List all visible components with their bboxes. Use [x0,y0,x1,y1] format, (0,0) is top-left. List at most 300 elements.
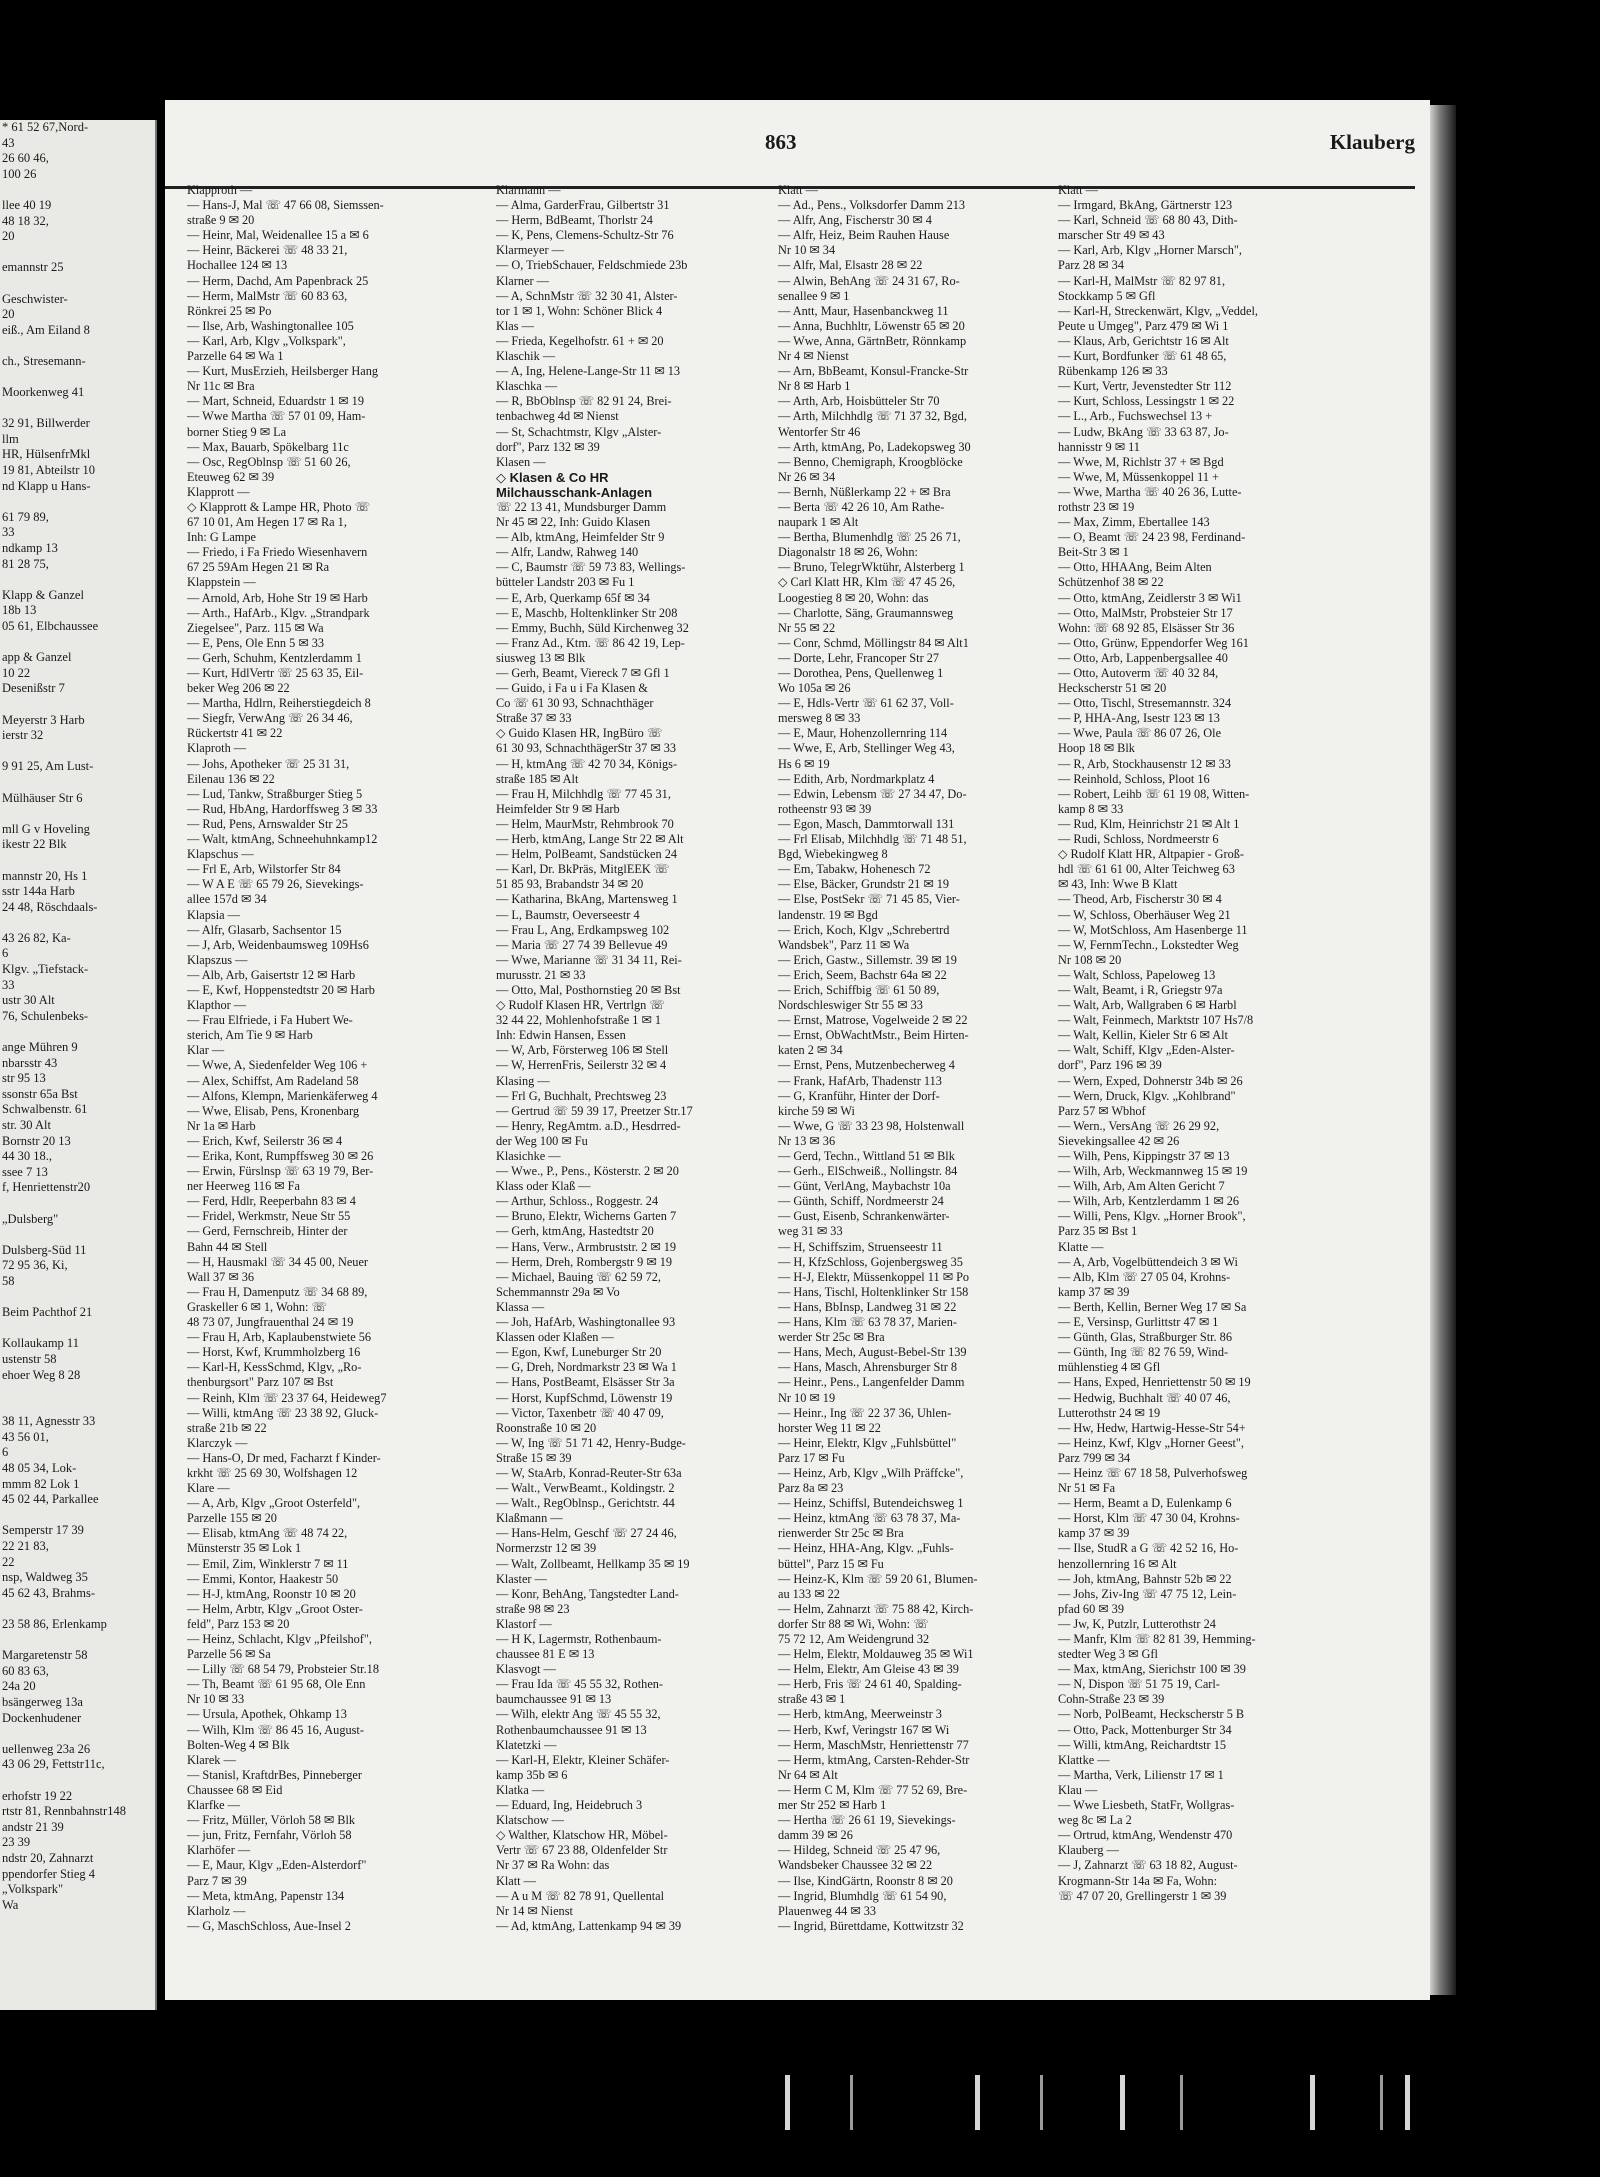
left-page-line: 22 21 83, [2,1539,49,1554]
directory-entry: — Ad., Pens., Volksdorfer Damm 213 [778,198,966,213]
directory-entry: — Willi, ktmAng, Reichardtstr 15 [1058,1737,1227,1752]
left-page-line: 6 [2,1445,9,1460]
directory-entry: Nr 8 ✉ Harb 1 [778,379,851,394]
left-page-line: ssonstr 65a Bst [2,1086,78,1101]
directory-entry: Loogestieg 8 ✉ 20, Wohn: das [778,590,929,605]
directory-entry: — Conr, Schmd, Möllingstr 84 ✉ Alt1 [778,635,969,650]
directory-entry: kirche 59 ✉ Wi [778,1103,855,1118]
directory-entry: borner Stieg 9 ✉ La [187,424,287,439]
directory-entry: — Egon, Kwf, Luneburger Str 20 [496,1345,662,1360]
directory-entry: — E, Maur, Hohenzollernring 114 [778,726,948,741]
directory-entry: werder Str 25c ✉ Bra [778,1330,885,1345]
directory-entry: — Willi, ktmAng ☏ 23 38 92, Gluck- [187,1405,379,1420]
directory-entry: — Frieda, Kegelhofstr. 61 + ✉ 20 [496,333,664,348]
scan-mark [975,2075,980,2130]
directory-entry: — E, Maur, Klgv „Eden-Alsterdorf" [187,1858,367,1873]
directory-entry: — Hedwig, Buchhalt ☏ 40 07 46, [1058,1390,1231,1405]
directory-entry: — H, Schiffszim, Struenseestr 11 [778,1239,943,1254]
directory-entry: — Edith, Arb, Nordmarkplatz 4 [778,771,935,786]
left-page-line: uellenweg 23a 26 [2,1741,91,1756]
directory-entry: — Arth, Milchhdlg ☏ 71 37 32, Bgd, [778,409,967,424]
directory-entry: — Frau Elfriede, i Fa Hubert We- [187,1013,353,1028]
directory-entry: Chaussee 68 ✉ Eid [187,1782,283,1797]
left-page-line: 48 18 32, [2,213,49,228]
directory-entry: — Anna, Buchhltr, Löwenstr 65 ✉ 20 [778,318,965,333]
directory-entry: Nr 10 ✉ 33 [187,1692,245,1707]
directory-entry: — Wilh, Arb, Weckmannweg 15 ✉ 19 [1058,1164,1248,1179]
directory-entry: — Irmgard, BkAng, Gärtnerstr 123 [1058,198,1233,213]
directory-entry: — Henry, RegAmtm. a.D., Hesdrred- [496,1118,681,1133]
directory-entry: — Herm, Dachd, Am Papenbrack 25 [187,273,369,288]
directory-entry: — Wwe, E, Arb, Stellinger Weg 43, [778,741,955,756]
left-page-line: 43 [2,135,15,150]
directory-entry: — Joh, HafArb, Washingtonallee 93 [496,1315,676,1330]
left-page-line: ierstr 32 [2,728,44,743]
left-page-line [0,494,155,510]
directory-entry: — Karl-H, Streckenwärt, Klgv, „Veddel, [1058,303,1258,318]
directory-entry: — Wilh, Klm ☏ 86 45 16, August- [187,1722,364,1737]
left-page-line [0,1399,155,1415]
left-page-line: Wa [2,1897,19,1912]
surname-heading: Klapszus — [187,952,248,967]
directory-entry: — Martha, Verk, Lilienstr 17 ✉ 1 [1058,1767,1224,1782]
directory-entry: landenstr. 19 ✉ Bgd [778,907,878,922]
directory-entry: — Stanisl, KraftdrBes, Pinneberger [187,1767,362,1782]
directory-entry: — Wwe, M, Müssenkoppel 11 + [1058,469,1219,484]
directory-entry: — Eduard, Ing, Heidebruch 3 [496,1798,643,1813]
directory-entry: henzollernring 16 ✉ Alt [1058,1556,1177,1571]
left-page-line [0,1601,155,1617]
directory-entry: — Karl-H, Elektr, Kleiner Schäfer- [496,1752,670,1767]
directory-entry: 75 72 12, Am Weidengrund 32 [778,1632,930,1646]
left-page-line: sstr 144a Harb [2,884,75,899]
directory-entry: — Hans, Verw., Armbruststr. 2 ✉ 19 [496,1239,677,1254]
directory-entry: krkht ☏ 25 69 30, Wolfshagen 12 [187,1465,358,1480]
left-page-line: eiß., Am Eiland 8 [2,322,90,337]
page-header [165,130,1430,160]
directory-entry: Schützenhof 38 ✉ 22 [1058,575,1164,590]
surname-heading: Klaster — [496,1571,547,1586]
column-1 [187,183,469,1934]
directory-entry: — Alex, Schiffst, Am Radeland 58 [187,1073,359,1088]
directory-entry: — Friedo, i Fa Friedo Wiesenhavern [187,545,368,560]
running-head: Klauberg [1329,130,1415,154]
left-page-line: 24 48, Röschdaals- [2,899,98,914]
left-page-line [0,401,155,417]
left-page-line: Margaretenstr 58 [2,1648,88,1663]
directory-entry: — Reinhold, Schloss, Ploot 16 [1058,771,1210,786]
left-page-line: mannstr 20, Hs 1 [2,868,88,883]
left-page-fragment [0,120,157,2010]
directory-entry: — Hans, Tischl, Holtenklinker Str 158 [778,1284,969,1299]
directory-entry: — K, Pens, Clemens-Schultz-Str 76 [496,228,674,243]
directory-entry: — E, Arb, Querkamp 65f ✉ 34 [496,590,650,605]
left-page-line: emannstr 25 [2,260,64,275]
directory-entry: — Alfr, Ang, Fischerstr 30 ✉ 4 [778,213,932,228]
directory-entry: mersweg 8 ✉ 33 [778,711,861,726]
directory-entry: — Hertha ☏ 26 61 19, Sievekings- [778,1813,956,1828]
surname-heading: Klarner — [496,273,549,288]
directory-entry: — A, Arb, Vogelbüttendeich 3 ✉ Wi [1058,1254,1238,1269]
left-page-line: 19 81, Abteilstr 10 [2,463,96,478]
directory-entry: thenburgsort" Parz 107 ✉ Bst [187,1375,334,1390]
directory-entry: — jun, Fritz, Fernfahr, Vörloh 58 [187,1828,352,1843]
directory-entry: — Wwe, A, Siedenfelder Weg 106 + [187,1058,368,1073]
directory-entry: — A, Arb, Klgv „Groot Osterfeld", [187,1496,361,1511]
directory-entry: — Norb, PolBeamt, Heckscherstr 5 B [1058,1707,1245,1722]
directory-entry: Vertr ☏ 67 23 88, Oldenfelder Str [496,1843,668,1858]
left-page-line: 43 06 29, Fettstr11c, [2,1757,105,1772]
left-page-line: * 61 52 67,Nord- [2,120,89,134]
directory-entry: — Heinr, Elektr, Klgv „Fuhlsbüttel" [778,1435,957,1450]
directory-entry: Eilenau 136 ✉ 22 [187,771,275,786]
left-page-line [0,744,155,760]
directory-entry: — Heinz ☏ 67 18 58, Pulverhofsweg [1058,1465,1248,1480]
directory-entry: Straße 15 ✉ 39 [496,1450,572,1465]
left-page-line [0,806,155,822]
directory-entry: Nr 37 ✉ Ra Wohn: das [496,1858,610,1873]
directory-entry: — W, Schloss, Oberhäuser Weg 21 [1058,907,1231,922]
left-page-line: ehoer Weg 8 28 [2,1367,81,1382]
directory-entry: — Alfr, Glasarb, Sachsentor 15 [187,922,342,937]
directory-entry: — Otto, Tischl, Stresemannstr. 324 [1058,696,1232,711]
surname-heading: Klassa — [496,1299,545,1314]
directory-entry: — Wern., VersAng ☏ 26 29 92, [1058,1118,1220,1133]
directory-entry: — Klaus, Arb, Gerichtstr 16 ✉ Alt [1058,333,1229,348]
directory-entry: — Gertrud ☏ 59 39 17, Preetzer Str.17 [496,1103,693,1118]
directory-entry: Nr 10 ✉ 34 [778,243,836,258]
directory-entry: — Arth, ktmAng, Po, Ladekopsweg 30 [778,439,971,454]
surname-heading: Klasing — [496,1073,550,1088]
directory-entry: kamp 37 ✉ 39 [1058,1284,1130,1299]
directory-entry: — Bruno, TelegrWktühr, Alsterberg 1 [778,560,965,575]
directory-entry: Rückertstr 41 ✉ 22 [187,726,283,741]
directory-entry: — Walt., RegOblnsp., Gerichtstr. 44 [496,1496,675,1511]
directory-entry: Rübenkamp 126 ✉ 33 [1058,364,1168,379]
left-page-line: 33 [2,525,15,540]
directory-entry: — Benno, Chemigraph, Kroogblöcke [778,454,963,469]
directory-entry: — Wwe, Paula ☏ 86 07 26, Ole [1058,726,1222,741]
directory-entry: — Alfr, Heiz, Beim Rauhen Hause [778,228,950,243]
directory-entry: naupark 1 ✉ Alt [778,515,859,530]
directory-entry: — Heinr, Bäckerei ☏ 48 33 21, [187,243,348,258]
directory-entry: — Karl, Arb, Klgv „Horner Marsch", [1058,243,1242,258]
directory-entry: — Otto, Arb, Lappenbergsallee 40 [1058,650,1228,665]
directory-entry: — Wwe, M, Richlstr 37 + ✉ Bgd [1058,454,1224,469]
directory-entry: — Hans-J, Mal ☏ 47 66 08, Siemssen- [187,198,384,213]
directory-entry: — Bruno, Elektr, Wicherns Garten 7 [496,1209,677,1224]
directory-entry: siusweg 13 ✉ Blk [496,650,586,665]
left-page-line [0,1773,155,1789]
directory-entry: straße 9 ✉ 20 [187,213,255,228]
directory-entry: ◇ Rudolf Klatt HR, Altpapier - Groß- [1058,847,1245,862]
directory-entry: stedter Weg 3 ✉ Gfl [1058,1647,1158,1662]
directory-entry: — Erich, Koch, Klgv „Schrebertrd [778,922,950,937]
directory-entry: Nr 26 ✉ 34 [778,469,836,484]
directory-entry: — Meta, ktmAng, Papenstr 134 [187,1888,345,1903]
left-page-line: 48 05 34, Lok- [2,1461,77,1476]
directory-entry: — Dorte, Lehr, Francoper Str 27 [778,650,940,665]
directory-entry: beker Weg 206 ✉ 22 [187,681,290,696]
directory-entry: sterich, Am Tie 9 ✉ Harb [187,1028,313,1043]
directory-entry: — Gerh., ElSchweiß., Nollingstr. 84 [778,1164,958,1179]
directory-entry: — Karl, Dr. BkPräs, MitglEEK ☏ [496,862,670,877]
directory-entry: — Günth, Ing ☏ 82 76 59, Wind- [1058,1345,1229,1360]
directory-entry: straße 185 ✉ Alt [496,771,579,786]
directory-entry: Nr 14 ✉ Nienst [496,1903,573,1918]
directory-entry: — Herm, MalMstr ☏ 60 83 63, [187,288,348,303]
directory-entry: — Günth, Schiff, Nordmeerstr 24 [778,1194,944,1209]
surname-heading: Klarfke — [187,1798,240,1813]
directory-entry: — H K, Lagermstr, Rothenbaum- [496,1632,662,1646]
directory-entry: Hoop 18 ✉ Blk [1058,741,1135,756]
directory-entry: Parz 8a ✉ 23 [778,1481,844,1496]
directory-entry: — Antt, Maur, Hasenbanckweg 11 [778,303,949,318]
directory-entry: Hochallee 124 ✉ 13 [187,258,288,273]
left-page-line: Moorkenweg 41 [2,385,85,400]
left-page-line: 58 [2,1273,15,1288]
left-page-line: nbarsstr 43 [2,1055,58,1070]
directory-entry: kamp 8 ✉ 33 [1058,801,1124,816]
directory-entry: Parz 57 ✉ Wbhof [1058,1103,1146,1118]
directory-entry: hannisstr 9 ✉ 11 [1058,439,1140,454]
directory-entry: — Ingrid, Bürettdame, Kottwitzstr 32 [778,1918,964,1933]
directory-entry: — Herb, Fris ☏ 24 61 40, Spalding- [778,1677,962,1692]
directory-entry: mühlenstieg 4 ✉ Gfl [1058,1360,1161,1375]
directory-entry: — Heinr., Ing ☏ 22 37 36, Uhlen- [778,1405,952,1420]
surname-heading: Klatte — [1058,1239,1104,1254]
directory-entry: — Hans, BbInsp, Landweg 31 ✉ 22 [778,1299,957,1314]
directory-entry: — Erich, Seem, Bachstr 64a ✉ 22 [778,967,947,982]
directory-entry: der Weg 100 ✉ Fu [496,1133,588,1148]
directory-entry: — Alfr, Mal, Elsastr 28 ✉ 22 [778,258,923,273]
directory-entry: — Wern, Exped, Dohnerstr 34b ✉ 26 [1058,1073,1243,1088]
directory-entry: — Ferd, Hdlr, Reeperbahn 83 ✉ 4 [187,1194,356,1209]
left-page-line: 20 [2,307,15,322]
directory-entry: 61 30 93, SchnachthägerStr 37 ✉ 33 [496,741,677,756]
left-page-line [0,338,155,354]
directory-entry: katen 2 ✉ 34 [778,1043,843,1058]
left-page-line: 38 11, Agnesstr 33 [2,1414,96,1429]
directory-entry: — O, TriebSchauer, Feldschmiede 23b [496,258,688,273]
directory-entry: Münsterstr 35 ✉ Lok 1 [187,1541,302,1556]
directory-entry: — Wwe Liesbeth, StatFr, Wollgras- [1058,1798,1235,1813]
surname-heading: Klapschus — [187,847,254,862]
directory-entry: — A, Ing, Helene-Lange-Str 11 ✉ 13 [496,364,681,379]
surname-heading: Klarmann — [496,183,561,197]
directory-entry: — Wern, Druck, Klgv. „Kohlbrand" [1058,1088,1236,1103]
directory-entry: — W, HerrenFris, Seilerstr 32 ✉ 4 [496,1058,667,1073]
directory-entry: weg 31 ✉ 33 [778,1224,843,1239]
surname-heading: Klauberg — [1058,1843,1119,1858]
surname-heading: Klatetzki — [496,1737,557,1752]
surname-heading: Klau — [1058,1782,1098,1797]
directory-entry: — Wilh, Arb, Kentzlerdamm 1 ✉ 26 [1058,1194,1240,1209]
surname-heading: Klasen — [496,454,546,469]
directory-entry: ◇ Guido Klasen HR, IngBüro ☏ [496,726,663,741]
directory-entry: — W, Arb, Försterweg 106 ✉ Stell [496,1043,669,1058]
directory-entry: — Alma, GarderFrau, Gilbertstr 31 [496,198,670,213]
directory-entry: horster Weg 11 ✉ 22 [778,1420,881,1435]
directory-entry: — J, Arb, Weidenbaumsweg 109Hs6 [187,937,369,952]
directory-entry: — Frl E, Arb, Wilstorfer Str 84 [187,862,341,877]
directory-entry: — E, Versinsp, Gurlittstr 47 ✉ 1 [1058,1315,1219,1330]
directory-entry: — Ernst, Pens, Mutzenbecherweg 4 [778,1058,955,1073]
directory-entry: Parz 35 ✉ Bst 1 [1058,1224,1138,1239]
directory-entry: — Heinz, Schlacht, Klgv „Pfeilshof", [187,1632,372,1646]
directory-entry: — Frl Elisab, Milchhdlg ☏ 71 48 51, [778,832,967,847]
directory-entry: Wo 105a ✉ 26 [778,681,851,696]
directory-entry: Rönkrei 25 ✉ Po [187,303,272,318]
directory-entry: Schemmannstr 29a ✉ Vo [496,1284,620,1299]
directory-entry: Graskeller 6 ✉ 1, Wohn: ☏ [187,1299,327,1314]
directory-entry: — Erich, Schiffbig ☏ 61 50 89, [778,982,940,997]
directory-entry: — P, HHA-Ang, Isestr 123 ✉ 13 [1058,711,1220,726]
directory-entry: — Helm, Elektr, Am Gleise 43 ✉ 39 [778,1662,959,1677]
surname-heading: Klatka — [496,1782,545,1797]
directory-entry: 67 10 01, Am Hegen 17 ✉ Ra 1, [187,515,347,530]
directory-entry: — L, Baumstr, Oeverseestr 4 [496,907,640,922]
left-page-line: ssee 7 13 [2,1164,48,1179]
directory-entry: — H, Hausmakl ☏ 34 45 00, Neuer [187,1254,369,1269]
left-page-line [0,775,155,791]
directory-entry: — Ortrud, ktmAng, Wendenstr 470 [1058,1828,1233,1843]
directory-entry: — Ursula, Apothek, Ohkamp 13 [187,1707,347,1722]
directory-entry: — Hans-O, Dr med, Facharzt f Kinder- [187,1450,381,1465]
directory-entry: — St, Schachtmstr, Klgv „Alster- [496,424,662,439]
directory-entry: — Wwe, Anna, GärtnBetr, Rönnkamp [778,333,967,348]
directory-entry: allee 157d ✉ 34 [187,892,267,907]
surname-heading: Klappstein — [187,575,256,590]
directory-entry: — Max, Zimm, Ebertallee 143 [1058,515,1210,530]
directory-entry: — H-J, Elektr, Müssenkoppel 11 ✉ Po [778,1269,970,1284]
directory-entry: — Hans, Klm ☏ 63 78 37, Marien- [778,1315,957,1330]
directory-entry: — Karl, Arb, Klgv „Volkspark", [187,333,346,348]
directory-entry: — Ludw, BkAng ☏ 33 63 87, Jo- [1058,424,1229,439]
left-page-line: 05 61, Elbchaussee [2,619,99,633]
directory-entry: Sievekingsallee 42 ✉ 26 [1058,1133,1180,1148]
directory-entry: — Kurt, Vertr, Jevenstedter Str 112 [1058,379,1232,394]
directory-entry: Parz 28 ✉ 34 [1058,258,1124,273]
directory-entry: — Erich, Gastw., Sillemstr. 39 ✉ 19 [778,952,957,967]
surname-heading: Klapproth — [187,183,253,197]
directory-entry: rotheenstr 93 ✉ 39 [778,801,872,816]
directory-entry: — G, MaschSchloss, Aue-Insel 2 [187,1918,351,1933]
directory-entry: Bolten-Weg 4 ✉ Blk [187,1737,290,1752]
directory-entry: Nr 4 ✉ Nienst [778,349,849,364]
left-page-line: „Dulsberg" [2,1211,59,1226]
surname-heading: Klastorf — [496,1616,552,1631]
directory-entry: — Herb, ktmAng, Lange Str 22 ✉ Alt [496,832,684,847]
directory-entry: — Walt, Zollbeamt, Hellkamp 35 ✉ 19 [496,1556,690,1571]
surname-heading: Klaschik — [496,349,556,364]
column-3 [778,183,1060,1934]
surname-heading: Klass oder Klaß — [496,1179,591,1194]
left-page-line [0,1227,155,1243]
directory-entry: Nordschleswiger Str 55 ✉ 33 [778,998,923,1013]
directory-entry: Plauenweg 44 ✉ 33 [778,1903,877,1918]
directory-entry: — Victor, Taxenbetr ☏ 40 47 09, [496,1405,664,1420]
directory-entry: — Rudi, Schloss, Nordmeerstr 6 [1058,832,1219,847]
directory-entry: baumchaussee 91 ✉ 13 [496,1692,612,1707]
left-page-line: Meyerstr 3 Harb [2,712,85,727]
left-page-line [0,1633,155,1649]
directory-entry: — Wwe Martha ☏ 57 01 09, Ham- [187,409,366,424]
directory-page [165,100,1430,2000]
left-page-line: 33 [2,977,15,992]
directory-entry: — Franz Ad., Ktm. ☏ 86 42 19, Lep- [496,635,685,650]
directory-entry: Wohn: ☏ 68 92 85, Elsässer Str 36 [1058,620,1235,635]
left-page-line: ikestr 22 Blk [2,837,67,852]
directory-entry: — J, Zahnarzt ☏ 63 18 82, August- [1058,1858,1238,1873]
surname-heading: Klaßmann — [496,1511,563,1526]
directory-entry: straße 98 ✉ 23 [496,1601,570,1616]
directory-entry: Straße 37 ✉ 33 [496,711,572,726]
directory-entry: — Lilly ☏ 68 54 79, Probsteier Str.18 [187,1662,379,1677]
directory-entry: — Arn, BbBeamt, Konsul-Francke-Str [778,364,969,379]
directory-entry: Nr 64 ✉ Alt [778,1767,838,1782]
column-2 [496,183,778,1934]
directory-entry: — Herm, BdBeamt, Thorlstr 24 [496,213,653,228]
directory-entry: — Walt, Kellin, Kieler Str 6 ✉ Alt [1058,1028,1228,1043]
directory-entry: — Rud, Klm, Heinrichstr 21 ✉ Alt 1 [1058,816,1240,831]
directory-entry: — Erwin, Fürslnsp ☏ 63 19 79, Ber- [187,1164,374,1179]
left-page-line: 10 22 [2,665,31,680]
directory-entry: Parz 17 ✉ Fu [778,1450,845,1465]
directory-entry: — Heinz-K, Klm ☏ 59 20 61, Blumen- [778,1571,978,1586]
left-page-line: f, Henriettenstr20 [2,1180,91,1195]
directory-entry: bütteler Landstr 203 ✉ Fu 1 [496,575,635,590]
directory-entry: — Willi, Pens, Klgv. „Horner Brook", [1058,1209,1246,1224]
directory-entry: — Alb, Klm ☏ 27 05 04, Krohns- [1058,1269,1231,1284]
directory-entry: — Elisab, ktmAng ☏ 48 74 22, [187,1526,348,1541]
left-page-line: nd Klapp u Hans- [2,478,91,493]
surname-heading: Klatt — [1058,183,1098,197]
left-page-line [0,1508,155,1524]
left-page-line: llee 40 19 [2,197,52,212]
directory-entry: — Else, Bäcker, Grundstr 21 ✉ 19 [778,877,950,892]
surname-heading: Klar — [187,1043,225,1058]
directory-entry: — Horst, Kwf, Krummholzberg 16 [187,1345,361,1360]
scan-mark [1405,2075,1410,2130]
directory-entry: — Alfr, Landw, Rahweg 140 [496,545,639,560]
directory-entry: — Wwe, Martha ☏ 40 26 36, Lutte- [1058,484,1242,499]
directory-entry: — C, Baumstr ☏ 59 73 83, Wellings- [496,560,686,575]
left-page-line: 43 56 01, [2,1429,49,1444]
directory-entry: — Erich, Kwf, Seilerstr 36 ✉ 4 [187,1133,343,1148]
directory-entry: au 133 ✉ 22 [778,1586,840,1601]
directory-entry: — Heinz, ktmAng ☏ 63 78 37, Ma- [778,1511,961,1526]
left-page-line: Dockenhudener [2,1710,82,1725]
left-page-line: ndkamp 13 [2,541,58,556]
directory-entry: — Berth, Kellin, Berner Weg 17 ✉ Sa [1058,1299,1247,1314]
directory-entry: dorf", Parz 196 ✉ 39 [1058,1058,1162,1073]
directory-entry: 67 25 59Am Hegen 21 ✉ Ra [187,560,330,575]
directory-entry: — Egon, Masch, Dammtorwall 131 [778,816,955,831]
directory-entry: — Ilse, KindGärtn, Roonstr 8 ✉ 20 [778,1873,953,1888]
directory-entry: ◇ Walther, Klatschow HR, Möbel- [496,1828,668,1843]
directory-entry: — Gerh, ktmAng, Hastedtstr 20 [496,1224,654,1239]
directory-entry: Bgd, Wiebekingweg 8 [778,847,888,862]
directory-entry: — Emmy, Buchh, Süld Kirchenweg 32 [496,620,689,635]
left-page-line: 18b 13 [2,603,37,618]
directory-entry: — Theod, Arb, Fischerstr 30 ✉ 4 [1058,892,1222,907]
directory-entry: 51 85 93, Brabandstr 34 ✉ 20 [496,877,644,892]
left-page-line: 100 26 [2,166,37,181]
directory-entry: — Charlotte, Säng, Graumannsweg [778,605,954,620]
directory-entry: — Bernh, Nüßlerkamp 22 + ✉ Bra [778,484,951,499]
directory-entry: Krogmann-Str 14a ✉ Fa, Wohn: [1058,1873,1218,1888]
